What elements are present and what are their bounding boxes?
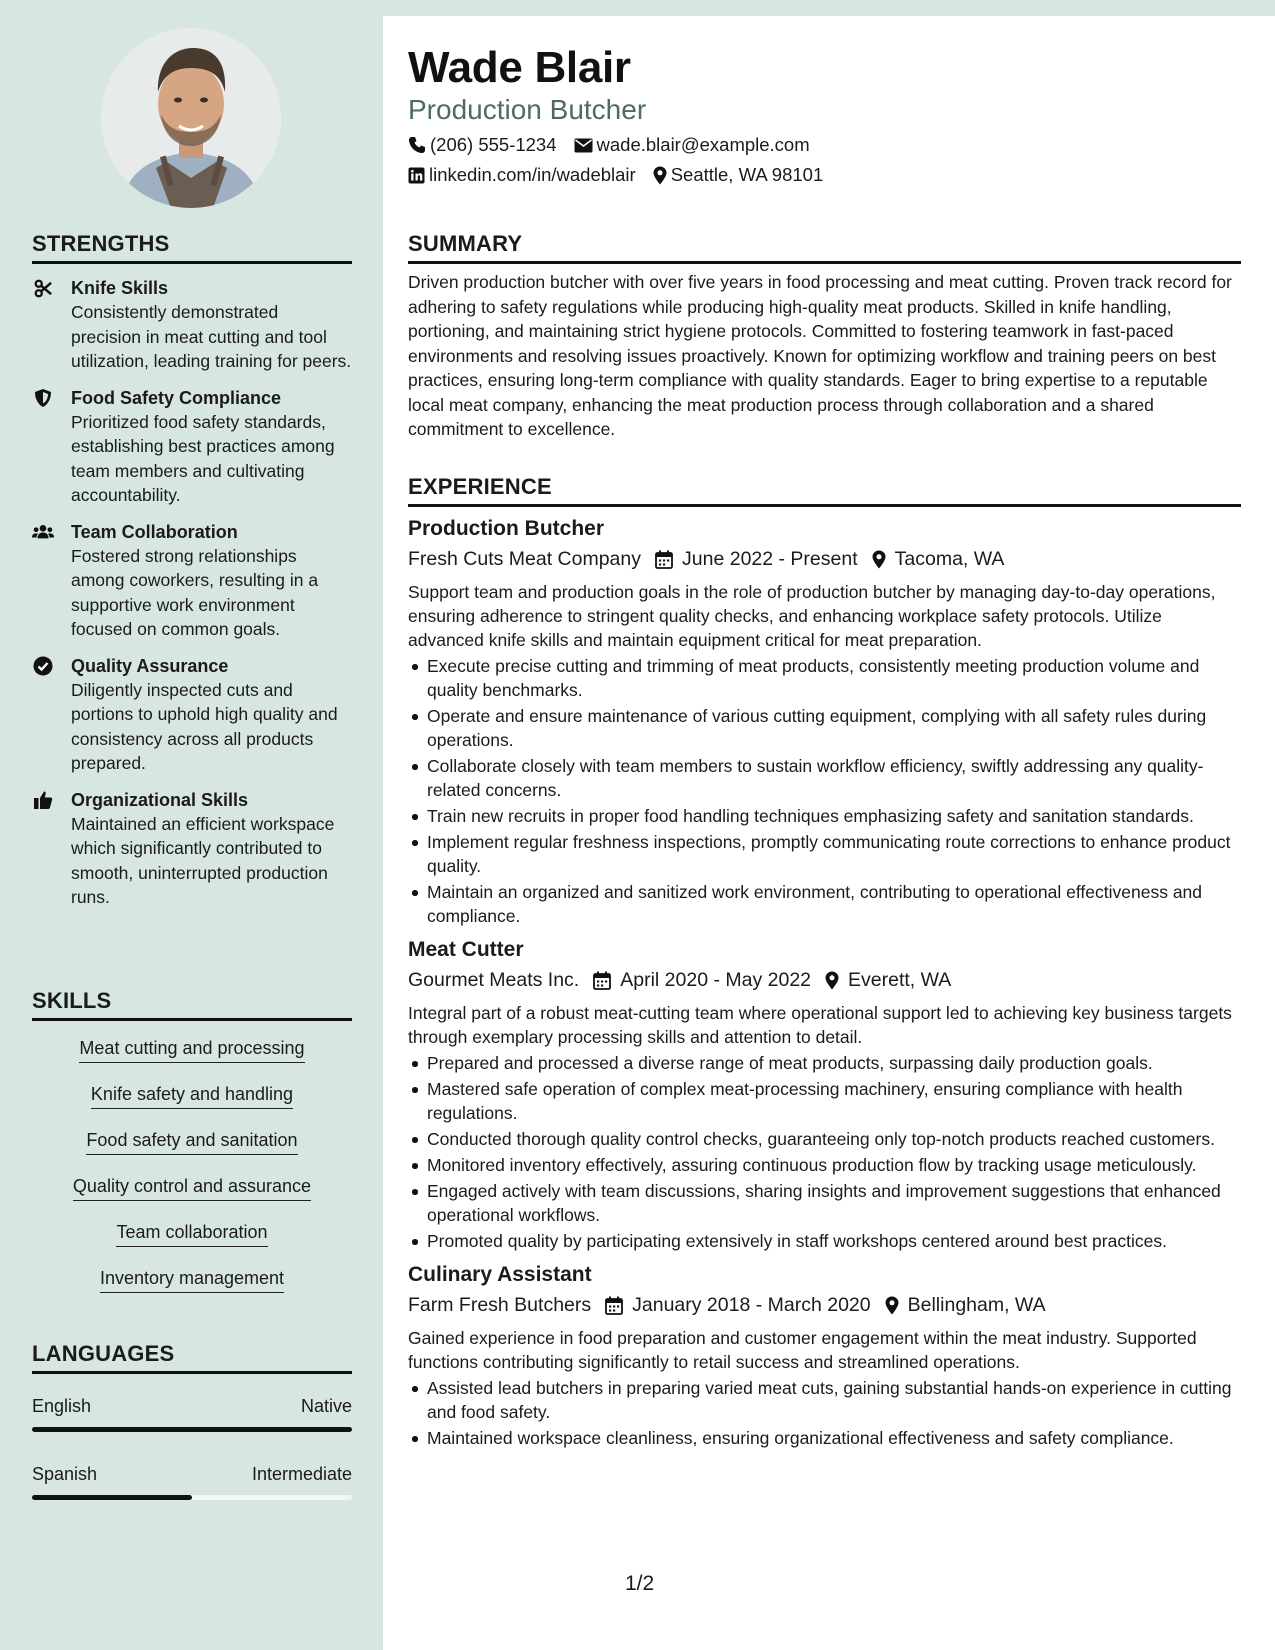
map-pin-icon [885, 1296, 899, 1315]
job-role: Production Butcher [408, 517, 605, 540]
job-meta [408, 1290, 1241, 1320]
contact-row [408, 134, 827, 156]
job-role: Meat Cutter [408, 938, 524, 961]
skills-heading: SKILLS [32, 988, 352, 1021]
location-contact [653, 164, 824, 186]
job-dates: January 2018 - March 2020 [632, 1294, 871, 1316]
strength-desc: Prioritized food safety standards, establishing best practices among team members and cultivating accountability. [71, 411, 335, 505]
profile-photo [101, 28, 281, 208]
strength-desc: Diligently inspected cuts and portions to uphold high quality and consistency across all products prepared. [71, 679, 338, 773]
calendar-icon [605, 1296, 623, 1315]
job-bullet: Train new recruits in proper food handling techniques emphasizing safety and sanitation standards. [408, 804, 1241, 828]
job-bullet: Mastered safe operation of complex meat-processing machinery, ensuring compliance with health regulations. [408, 1077, 1241, 1125]
job-bullets [408, 1051, 1241, 1253]
job-entry [408, 936, 1241, 1253]
job-bullet: Promoted quality by participating extensively in staff workshops centered around best practices. [408, 1229, 1241, 1253]
language-bar [32, 1427, 352, 1432]
shield-icon [32, 387, 54, 409]
language-item [32, 1394, 352, 1432]
job-bullet: Assisted lead butchers in preparing varied meat cuts, gaining substantial hands-on experience in cutting and food safety. [408, 1376, 1241, 1424]
job-bullet: Engaged actively with team discussions, sharing insights and improvement suggestions that enhanced operational workflows. [408, 1179, 1241, 1227]
job-dates: June 2022 - Present [682, 548, 858, 570]
job-bullet: Conducted thorough quality control checks, guaranteeing only top-notch products reached customers. [408, 1127, 1241, 1151]
users-icon [32, 521, 54, 543]
calendar-icon [655, 550, 673, 569]
language-level: Native [300, 1396, 352, 1416]
language-bar-fill [32, 1495, 192, 1500]
map-pin-icon [825, 971, 839, 990]
strength-title: Food Safety Compliance [71, 387, 282, 408]
strengths-heading: STRENGTHS [32, 231, 352, 264]
job-meta [408, 965, 1241, 995]
job-description: Support team and production goals in the role of production butcher by managing day-to-day operations, ensuring adherence to stringent quality checks, and enhancing workplace safety protocols. Utilize advanced knife skills and maintain equipment critical for meat preparation. [408, 582, 1216, 650]
summary-section [408, 231, 1241, 442]
language-name: Spanish [32, 1464, 98, 1484]
job-bullet: Maintain an organized and sanitized work environment, contributing to operational effectiveness and compliance. [408, 880, 1241, 928]
job-dates: April 2020 - May 2022 [620, 969, 812, 991]
job-role: Culinary Assistant [408, 1263, 592, 1286]
strength-item [32, 788, 352, 910]
sidebar [0, 0, 383, 1650]
map-pin-icon [872, 550, 886, 569]
job-bullet: Maintained workspace cleanliness, ensuring organizational effectiveness and safety compliance. [408, 1426, 1241, 1450]
job-location-wrap [825, 965, 951, 995]
strength-item [32, 520, 352, 642]
skill-tag: Team collaboration [116, 1219, 267, 1247]
skill-tag: Inventory management [100, 1265, 284, 1293]
job-bullet: Monitored inventory effectively, assuring continuous production flow by tracking usage meticulously. [408, 1153, 1241, 1177]
strength-title: Team Collaboration [71, 521, 238, 542]
strengths-section [32, 231, 352, 910]
experience-section [408, 474, 1241, 1452]
job-location-wrap [885, 1290, 1046, 1320]
phone-text: (206) 555-1234 [430, 134, 557, 155]
skill-tag: Food safety and sanitation [86, 1127, 297, 1155]
job-location: Tacoma, WA [894, 548, 1005, 570]
strength-item [32, 276, 352, 374]
job-bullet: Prepared and processed a diverse range of meat products, surpassing daily production goals. [408, 1051, 1241, 1075]
scissors-icon [32, 277, 54, 299]
contact-row [408, 164, 840, 186]
email-text: wade.blair@example.com [596, 134, 810, 155]
map-pin-icon [653, 166, 667, 185]
job-bullet: Collaborate closely with team members to sustain workflow efficiency, swiftly addressing any quality-related concerns. [408, 754, 1241, 802]
job-bullet: Execute precise cutting and trimming of meat products, consistently meeting production volume and quality benchmarks. [408, 654, 1241, 702]
strength-item [32, 386, 352, 508]
strength-item [32, 654, 352, 776]
job-location-wrap [872, 544, 1005, 574]
calendar-icon [593, 971, 611, 990]
location-text: Seattle, WA 98101 [670, 164, 824, 185]
candidate-name: Wade Blair [408, 43, 631, 92]
job-entry [408, 515, 1241, 928]
check-circle-icon [32, 655, 54, 677]
language-item [32, 1462, 352, 1500]
phone-contact[interactable] [408, 134, 557, 156]
thumbs-up-icon [32, 789, 54, 811]
job-description: Gained experience in food preparation and customer engagement within the meat industry. Supported functions contributing significantly to retail success and streamlined operations. [408, 1328, 1197, 1372]
job-bullet: Operate and ensure maintenance of various cutting equipment, complying with all safety rules during operations. [408, 704, 1241, 752]
summary-text: Driven production butcher with over five years in food processing and meat cutting. Proven track record for adhering to safety regulations while producing high-quality meat products. Skilled in knife handling, portioning, and maintaining strict hygiene protocols. Committed to fostering teamwork in fast-paced environments and resolving issues proactively. Known for optimizing workflow and training peers on best practices, ensuring long-term compliance with quality standards. Eager to bring expertise to a reputable local meat company, enhancing the meat production process through collaboration and a shared commitment to excellence. [408, 272, 1232, 439]
strength-title: Organizational Skills [71, 789, 249, 810]
job-location: Everett, WA [848, 969, 952, 991]
main-content [383, 16, 1275, 1650]
experience-heading: EXPERIENCE [408, 474, 1241, 507]
job-entry [408, 1261, 1241, 1450]
language-name: English [32, 1396, 92, 1416]
strength-desc: Fostered strong relationships among coworkers, resulting in a supportive work environment focused on common goals. [71, 545, 319, 639]
job-bullets [408, 1376, 1241, 1450]
email-contact[interactable] [574, 134, 810, 156]
job-company: Farm Fresh Butchers [408, 1294, 592, 1316]
page-number: 1/2 [625, 1572, 655, 1595]
strength-desc: Maintained an efficient workspace which significantly contributed to smooth, uninterrupted production runs. [71, 813, 335, 907]
skill-tag: Meat cutting and processing [79, 1035, 304, 1063]
job-company: Fresh Cuts Meat Company [408, 548, 642, 570]
skills-list [32, 1035, 352, 1311]
job-company: Gourmet Meats Inc. [408, 969, 580, 991]
language-level: Intermediate [251, 1464, 352, 1484]
linkedin-text: linkedin.com/in/wadeblair [429, 164, 636, 185]
skill-tag: Knife safety and handling [91, 1081, 293, 1109]
job-bullet: Implement regular freshness inspections, promptly communicating route corrections to enhance product quality. [408, 830, 1241, 878]
languages-section [32, 1341, 352, 1500]
strength-desc: Consistently demonstrated precision in meat cutting and tool utilization, leading training for peers. [71, 302, 352, 371]
languages-heading: LANGUAGES [32, 1341, 352, 1374]
job-location: Bellingham, WA [907, 1294, 1046, 1316]
strength-title: Quality Assurance [71, 655, 229, 676]
linkedin-icon [408, 167, 425, 184]
strength-title: Knife Skills [71, 278, 169, 298]
skills-section [32, 988, 352, 1311]
job-bullets [408, 654, 1241, 928]
skill-tag: Quality control and assurance [73, 1173, 311, 1201]
job-dates-wrap [593, 965, 811, 995]
job-meta [408, 544, 1241, 574]
job-description: Integral part of a robust meat-cutting team where operational support led to achieving key business targets through exemplary processing skills and attention to detail. [408, 1003, 1232, 1047]
phone-icon [408, 136, 426, 154]
language-bar-fill [32, 1427, 352, 1432]
linkedin-contact[interactable] [408, 164, 636, 186]
summary-heading: SUMMARY [408, 231, 1241, 264]
job-dates-wrap [605, 1290, 870, 1320]
job-dates-wrap [655, 544, 858, 574]
envelope-icon [574, 138, 593, 153]
candidate-title: Production Butcher [408, 94, 647, 125]
language-bar [32, 1495, 352, 1500]
